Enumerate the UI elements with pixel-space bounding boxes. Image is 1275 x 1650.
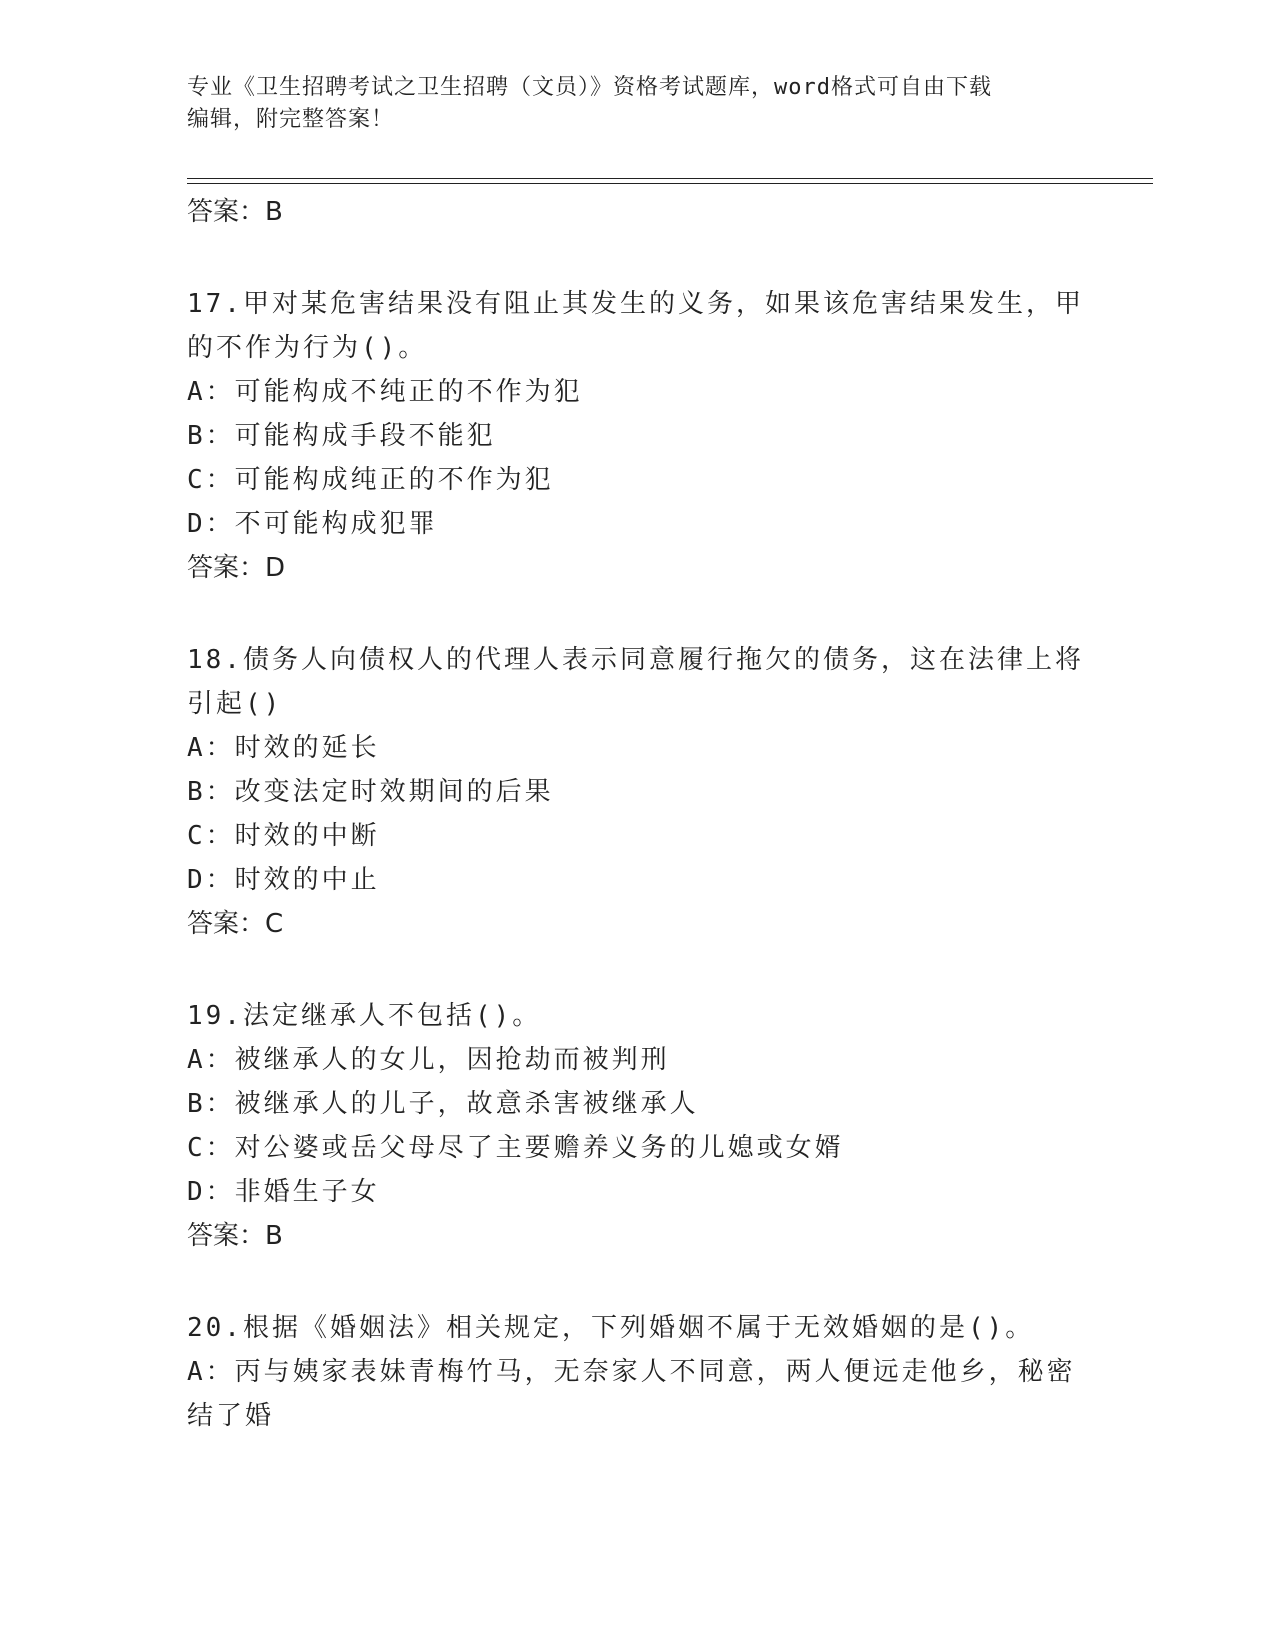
header-divider-top bbox=[187, 178, 1153, 179]
question-stem bbox=[187, 1306, 1087, 1350]
option-line: D：时效的中止 bbox=[187, 865, 380, 895]
question-18 bbox=[187, 638, 1087, 946]
option-line: C：可能构成纯正的不作为犯 bbox=[187, 465, 554, 495]
question-19 bbox=[187, 994, 1087, 1258]
option-line: B：改变法定时效期间的后果 bbox=[187, 777, 554, 807]
stem-line: 18.债务人向债权人的代理人表示同意履行拖欠的债务，这在法律上将 bbox=[187, 645, 1084, 675]
option-b bbox=[187, 770, 1087, 814]
option-line: 结了婚 bbox=[187, 1401, 275, 1431]
question-20 bbox=[187, 1306, 1087, 1438]
question-stem bbox=[187, 994, 1087, 1038]
option-b bbox=[187, 1082, 1087, 1126]
option-b bbox=[187, 414, 1087, 458]
option-line: D：非婚生子女 bbox=[187, 1177, 380, 1207]
answer-line: 答案：B bbox=[187, 197, 283, 227]
option-line: C：时效的中断 bbox=[187, 821, 380, 851]
answer-line: 答案：D bbox=[187, 553, 286, 583]
option-line: A：可能构成不纯正的不作为犯 bbox=[187, 377, 583, 407]
option-a bbox=[187, 726, 1087, 770]
question-stem bbox=[187, 638, 1087, 726]
option-a bbox=[187, 1038, 1087, 1082]
option-d bbox=[187, 1170, 1087, 1214]
option-line: C：对公婆或岳父母尽了主要赡养义务的儿媳或女婿 bbox=[187, 1133, 844, 1163]
option-d bbox=[187, 502, 1087, 546]
option-c bbox=[187, 814, 1087, 858]
option-line: D：不可能构成犯罪 bbox=[187, 509, 438, 539]
document-body bbox=[187, 190, 1087, 1438]
option-a bbox=[187, 1350, 1087, 1438]
question-17 bbox=[187, 282, 1087, 590]
option-line: B：被继承人的儿子，故意杀害被继承人 bbox=[187, 1089, 699, 1119]
answer-line: 答案：B bbox=[187, 1221, 283, 1251]
stem-line: 引起() bbox=[187, 689, 283, 719]
option-a bbox=[187, 370, 1087, 414]
option-c bbox=[187, 1126, 1087, 1170]
page-header bbox=[187, 72, 1087, 136]
stem-line: 17.甲对某危害结果没有阻止其发生的义务，如果该危害结果发生，甲 bbox=[187, 289, 1084, 319]
stem-line: 的不作为行为()。 bbox=[187, 333, 428, 363]
header-line-1: 专业《卫生招聘考试之卫生招聘（文员）》资格考试题库，word格式可自由下载 bbox=[187, 75, 992, 100]
option-line: A：丙与姨家表妹青梅竹马，无奈家人不同意，两人便远走他乡，秘密 bbox=[187, 1357, 1076, 1387]
stem-line: 20.根据《婚姻法》相关规定，下列婚姻不属于无效婚姻的是()。 bbox=[187, 1313, 1035, 1343]
header-divider-bottom bbox=[187, 183, 1153, 184]
option-c bbox=[187, 458, 1087, 502]
stem-line: 19.法定继承人不包括()。 bbox=[187, 1001, 542, 1031]
question-stem bbox=[187, 282, 1087, 370]
option-line: A：时效的延长 bbox=[187, 733, 380, 763]
option-line: B：可能构成手段不能犯 bbox=[187, 421, 496, 451]
header-line-2: 编辑，附完整答案！ bbox=[187, 107, 395, 132]
option-d bbox=[187, 858, 1087, 902]
answer-line: 答案：C bbox=[187, 909, 284, 939]
option-line: A：被继承人的女儿，因抢劫而被判刑 bbox=[187, 1045, 670, 1075]
